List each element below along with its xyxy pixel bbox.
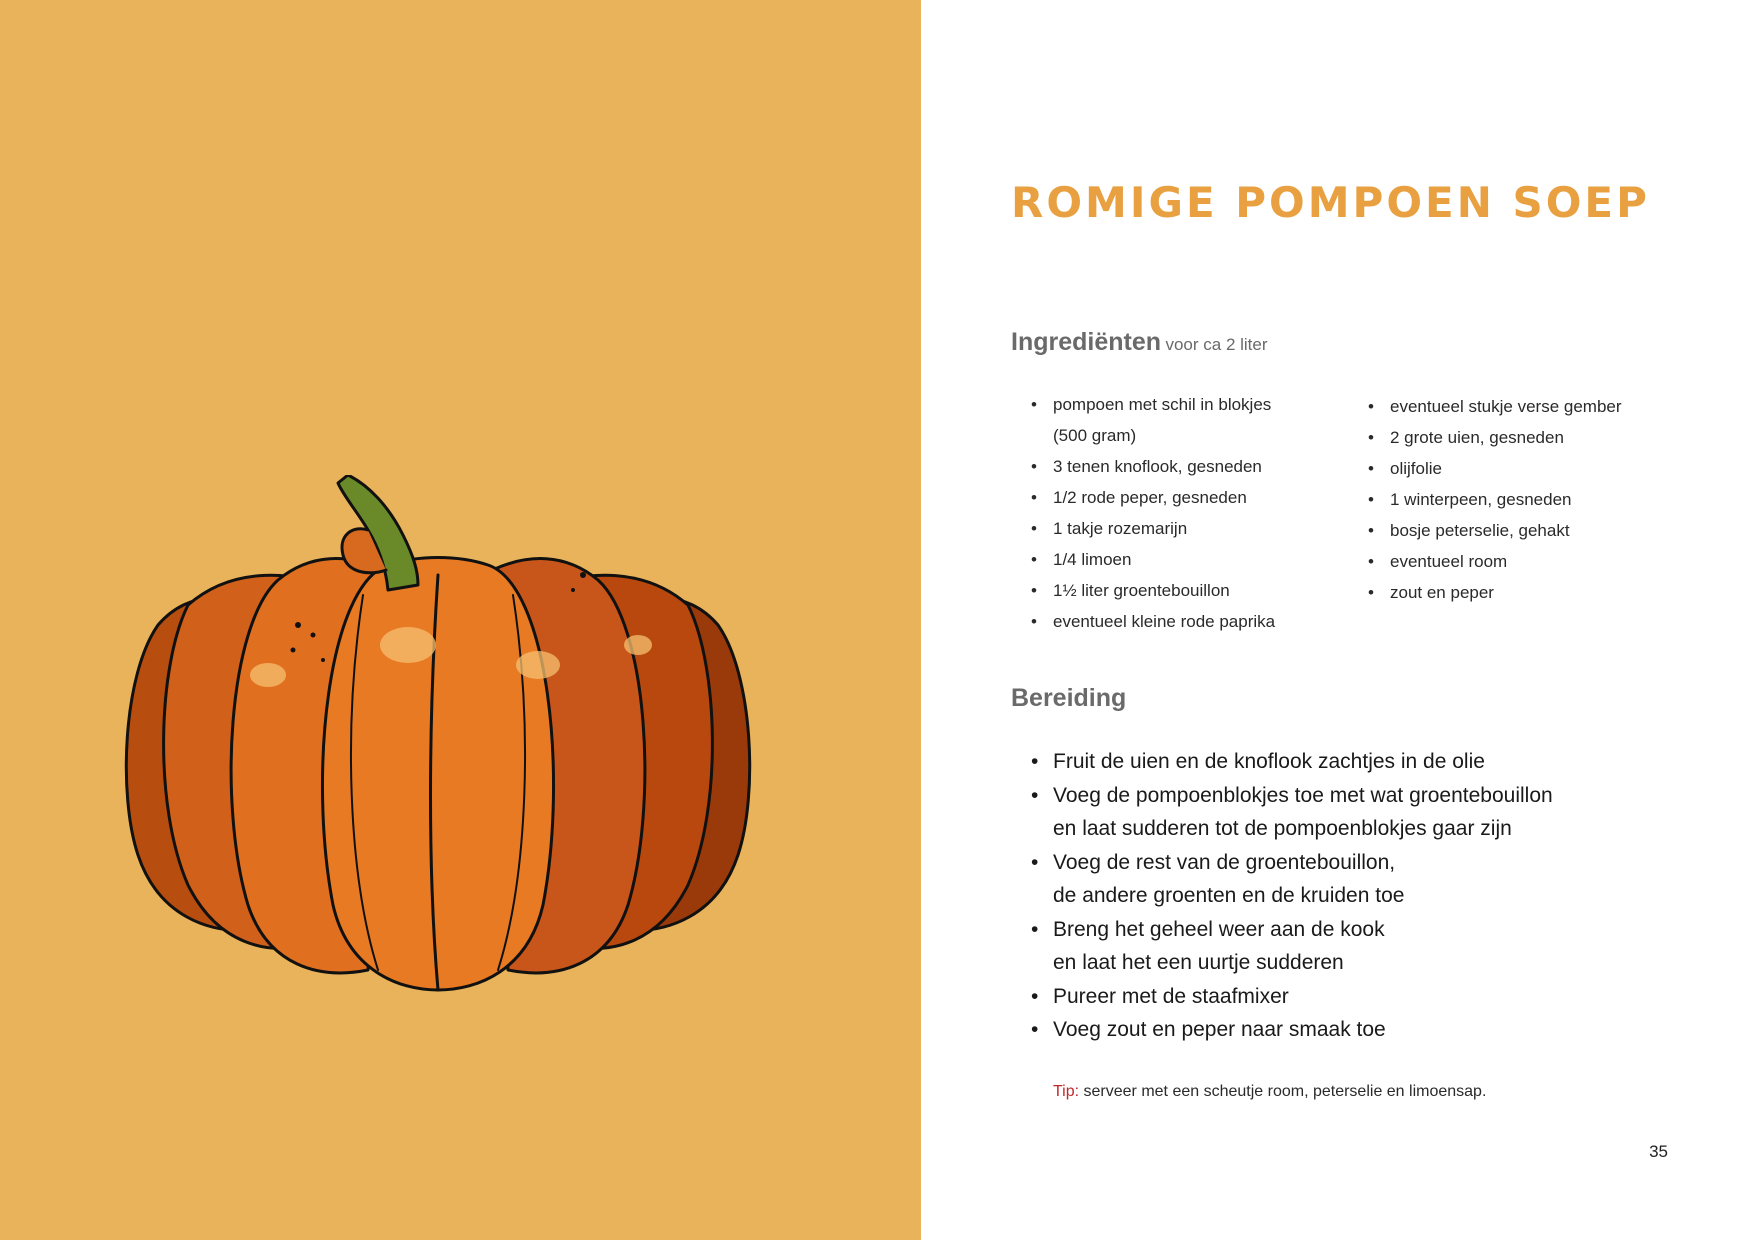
recipe-panel [921, 0, 1748, 1240]
ingredient-text: eventueel kleine rode paprika [1053, 612, 1276, 631]
list-item: • olijfolie [1368, 453, 1622, 484]
ingredient-text: • pompoen met schil in blokjes [1053, 395, 1272, 414]
list-item [1031, 544, 1275, 575]
list-item: • zout en peper [1368, 577, 1622, 608]
page-number: 35 [1649, 1142, 1668, 1161]
ingredient-text: 1 takje rozemarijn [1053, 519, 1188, 538]
step-text: • Fruit de uien en de knoflook zachtjes in de olie [1053, 750, 1485, 773]
list-item [1031, 575, 1275, 606]
list-item [1031, 606, 1275, 637]
tip-text: serveer met een scheutje room, peterselie en limoensap. [1079, 1083, 1487, 1100]
ingredient-text: 1/2 rode peper, gesneden [1053, 488, 1247, 507]
step-text: • Voeg zout en peper naar smaak toe [1053, 1018, 1386, 1041]
pumpkin-illustration [118, 475, 758, 1005]
list-item [1031, 451, 1275, 482]
ingredients-heading [1011, 328, 1268, 357]
preparation-heading [1011, 684, 1126, 713]
list-item [1031, 745, 1553, 779]
step-text: • Breng het geheel weer aan de kook [1053, 917, 1385, 941]
ingredients-heading-sub: voor ca 2 liter [1165, 335, 1268, 354]
list-item [1031, 1013, 1553, 1047]
list-item: • bosje peterselie, gehakt [1368, 515, 1622, 546]
recipe-title: ROMIGE POMPOEN SOEP [1011, 178, 1650, 227]
preparation-heading-main: Bereiding [1011, 684, 1127, 712]
step-text: • Voeg de rest van de groentebouillon, [1053, 850, 1396, 874]
step-text-cont: en laat het een uurtje sudderen [1053, 951, 1344, 974]
tip-label: Tip: [1053, 1083, 1080, 1100]
tip-note [1053, 1083, 1486, 1101]
ingredient-text: 3 tenen knoflook, gesneden [1053, 457, 1262, 476]
step-text: • Pureer met de staafmixer [1053, 984, 1289, 1008]
list-item [1031, 513, 1275, 544]
list-item [1031, 779, 1553, 846]
list-item: • 1 winterpeen, gesneden [1368, 484, 1622, 515]
list-item [1031, 913, 1553, 980]
list-item: • 2 grote uien, gesneden [1368, 422, 1622, 453]
list-item [1031, 980, 1553, 1014]
step-text: • Voeg de pompoenblokjes toe met wat groentebouillon [1053, 783, 1553, 807]
ingredient-text-cont: (500 gram) [1053, 426, 1137, 445]
ingredient-text: 1½ liter groentebouillon [1053, 581, 1230, 600]
list-item [1031, 846, 1553, 913]
step-text-cont: en laat sudderen tot de pompoenblokjes gaar zijn [1053, 817, 1512, 840]
ingredients-list-right [1368, 391, 1622, 608]
step-text-cont: de andere groenten en de kruiden toe [1053, 884, 1405, 907]
list-item: • eventueel stukje verse gember [1368, 391, 1622, 422]
ingredient-text: 1/4 limoen [1053, 550, 1132, 569]
list-item [1031, 389, 1275, 451]
list-item [1031, 482, 1275, 513]
ingredients-heading-main: Ingrediënten [1011, 328, 1162, 356]
preparation-steps [1031, 745, 1553, 1047]
list-item: • eventueel room [1368, 546, 1622, 577]
ingredients-list-left [1031, 389, 1275, 637]
